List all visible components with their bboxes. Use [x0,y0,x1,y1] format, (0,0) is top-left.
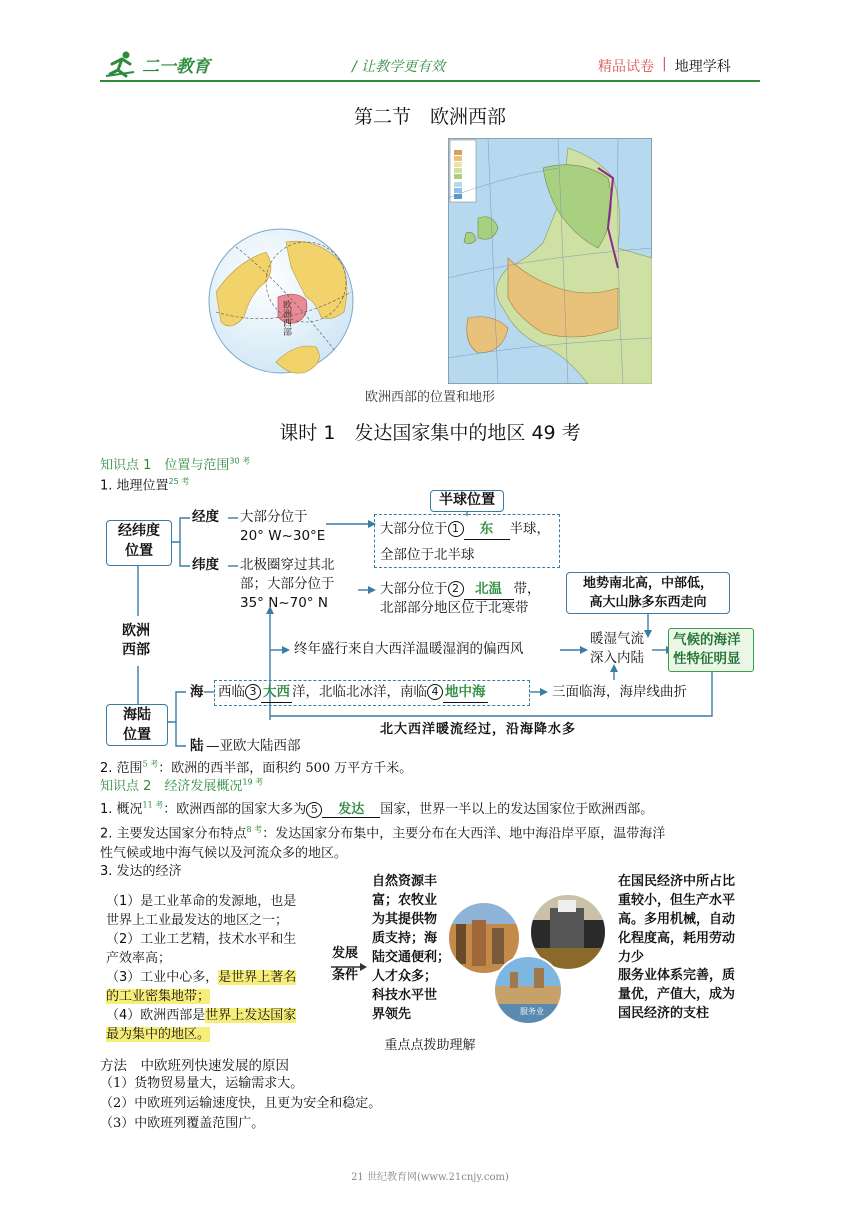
econ-mid-2: 为其提供物 [372,912,438,927]
terrain-line-1: 地势南北高，中部低， [582,576,713,591]
econ-left-5 [106,968,330,987]
econ-rt-4: 力少 [618,950,645,965]
sealand-box [106,704,168,746]
econ-rt-2: 高。多用机械，自动 [618,912,736,927]
econ-left-5a: （3）工业中心多， [106,970,219,985]
hemi-1-num: 1 [448,521,464,537]
zone-line-2: 北部部分地区位于北寒带 [380,600,529,616]
kp2-count: 19 考 [242,777,264,787]
econ-arrow-1: 发展 [332,946,359,961]
econ-mid-0: 自然资源丰 [372,874,438,889]
moist-line-2: 深入内陆 [590,650,644,666]
sea-answer-4: 地中海 [443,683,488,703]
econ1-num: 5 [306,802,322,818]
econ-mid-7: 界领先 [372,1007,412,1022]
econ-left-6: 的工业密集地带； [106,989,211,1004]
econ-left-7b: 世界上发达国家 [205,1008,297,1023]
econ-mid-5: 人才众多； [372,969,438,984]
kp1-count: 30 考 [229,456,251,466]
econ1-count: 11 考 [142,800,164,810]
method-item-2: （2）中欧班列运输速度快，且更为安全和稳定。 [100,1096,382,1111]
slogan: / 让教学更有效 [352,59,446,75]
econ-rb-1: 量优，产值大，成为 [618,987,736,1002]
photo-label: 服务业 [520,1007,544,1016]
zone-1-post: 带， [513,581,541,597]
center-line-2: 西部 [122,642,150,658]
item1-label: 1. 地理位置 [100,478,169,494]
latlon-box-line2: 位置 [125,543,153,559]
econ2-label: 2. 主要发达国家分布特点 [100,826,247,842]
hemisphere-line-2: 全部位于北半球 [380,547,475,563]
econ-rt-1: 重较小，但生产水平 [618,893,736,908]
econ-left-5b: 是世界上著名 [218,970,297,985]
land-desc: —亚欧大陆西部 [206,738,301,754]
header-subject: 地理学科 [674,59,731,75]
econ1-pre: ：欧洲西部的国家大多为 [163,802,307,817]
longitude-desc-1: 大部分位于 [240,509,308,525]
zone-1-num: 2 [448,581,464,597]
longitude-label: 经度 [192,509,219,525]
longitude-desc-2: 20° W~30°E [240,528,326,544]
climate-line-1: 气候的海洋 [673,632,741,648]
latlon-box-line1: 经纬度 [118,523,160,539]
econ-mid-4: 陆交通便利； [372,950,451,965]
terrain-box [566,572,730,614]
hemisphere-title-box: 半球位置 [430,490,504,512]
econ-left-2: 世界上工业最发达的地区之一； [106,913,289,928]
latitude-desc-3: 35° N~70° N [240,595,328,611]
sealand-line-2: 位置 [123,727,151,743]
econ-rb-0: 服务业体系完善，质 [618,968,736,983]
three-sides-text: 三面临海，海岸线曲折 [552,684,687,700]
econ2-text-2: 性气候或地中海气候以及河流众多的地区。 [100,846,348,862]
logo-text: 二一教育 [142,56,210,77]
zone-1-answer: 北温 [464,580,514,600]
kp2-label: 知识点 2 经济发展概况 [100,779,243,794]
econ-mid-6: 科技水平世 [372,988,438,1003]
econ2 [100,820,768,864]
land-label: 陆 [190,738,204,754]
econ-left-8: 最为集中的地区。 [106,1027,211,1042]
econ-right-bottom [618,966,768,1023]
kp2-heading [100,775,263,794]
climate-line-2: 性特征明显 [673,651,741,667]
sea-mid: 洋，北临北冰洋，南临 [292,684,427,700]
item2-text: ：欧洲的西半部，面积约 500 万平方千米。 [158,761,413,776]
econ3-label: 3. 发达的经济 [100,864,182,879]
sea-label: 海 [190,684,204,700]
latitude-desc-1: 北极圈穿过其北 [240,557,335,573]
economy-photos [448,890,610,1024]
econ-rt-3: 化程度高，耗用劳动 [618,931,736,946]
header-separator: | [662,56,667,72]
sea-num-3: 3 [245,684,261,700]
latitude-label: 纬度 [192,557,219,573]
kp1-label: 知识点 1 位置与范围 [100,458,230,473]
econ-left-7 [106,1006,330,1025]
econ-left [106,892,330,1044]
sealand-line-1: 海陆 [123,707,151,723]
econ2-count: 8 考 [246,825,263,834]
current-text: 北大西洋暖流经过，沿海降水多 [380,722,577,737]
econ1-label: 1. 概况 [100,802,143,817]
zone-1-pre: 大部分位于 [380,581,448,597]
hemi-1-answer: 东 [464,520,510,540]
econ-left-7a: （4）欧洲西部是 [106,1008,206,1023]
lesson-title: 课时 1 发达国家集中的地区 49 考 [279,422,581,444]
econ-caption: 重点点拨助理解 [384,1038,476,1053]
econ-arrow-label [332,944,358,963]
econ2-line-1 [100,820,768,844]
footer: 21 世纪教育网(www.21cnjy.com) [351,1172,509,1183]
center-label [122,622,150,660]
climate-box [668,628,754,672]
item2-label: 2. 范围 [100,761,143,776]
econ-rt-0: 在国民经济中所占比 [618,874,736,889]
sea-answer-3: 大西 [261,683,292,703]
zone-line-1 [380,580,541,600]
item2 [100,757,412,776]
westerly-text: 终年盛行来自大西洋温暖湿润的偏西风 [294,641,524,657]
econ1-post: 国家，世界一半以上的发达国家位于欧洲西部。 [380,802,654,817]
center-line-1: 欧洲 [122,623,150,639]
method-list [100,1074,381,1134]
item2-count: 5 考 [142,759,159,769]
section-title: 第二节 欧洲西部 [353,106,506,128]
sea-num-4: 4 [427,684,443,700]
hemi-1-pre: 大部分位于 [380,521,448,537]
sea-line [218,683,488,703]
method-title: 方法 中欧班列快速发展的原因 [100,1058,289,1074]
hemi-1-post: 半球， [509,521,550,537]
econ-mid-3: 质支持；海 [372,931,438,946]
moist-air-text [590,630,644,668]
econ-rb-2: 国民经济的支柱 [618,1006,710,1021]
econ1-answer: 发达 [322,798,380,818]
latitude-desc-2: 部；大部分位于 [240,576,335,592]
econ-left-3: （2）工业工艺精，技术水平和生 [106,932,297,947]
moist-line-1: 暖湿气流 [590,631,644,647]
econ-left-1: （1）是工业革命的发源地，也是 [106,894,297,909]
item1-count: 25 考 [168,477,190,486]
econ2-text-1: ：发达国家分布集中，主要分布在大西洋、地中海沿岸平原，温带海洋 [262,826,666,842]
econ-arrow-label-2: 条件 [332,968,359,983]
sea-west: 西临 [218,684,245,700]
econ-left-4: 产效率高； [106,951,172,966]
econ-right-top [618,872,768,967]
land-desc-text: 亚欧大陆西部 [219,738,301,754]
method-item-1: （1）货物贸易量大，运输需求大。 [100,1076,304,1091]
econ1 [100,798,653,818]
header-tag: 精品试卷 [598,59,654,75]
terrain-line-2: 高大山脉多东西走向 [589,595,707,610]
econ-mid-1: 富；农牧业 [372,893,438,908]
method-item-3: （3）中欧班列覆盖范围广。 [100,1116,265,1131]
latlon-box [106,520,172,566]
globe-label: 欧洲西部 [281,300,291,336]
figure-caption: 欧洲西部的位置和地形 [364,390,495,405]
hemisphere-line-1 [380,520,550,540]
